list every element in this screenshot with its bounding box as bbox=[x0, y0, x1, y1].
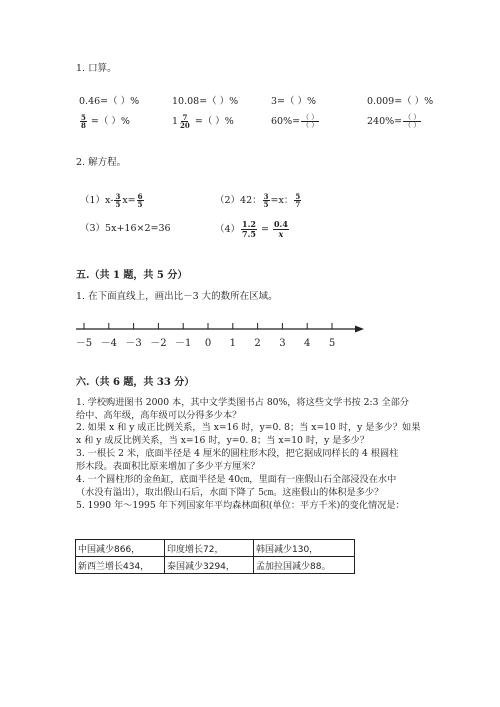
fraction: $\frac{6}{5}$ bbox=[137, 192, 143, 209]
calc-item: 10.08=（ ）% bbox=[172, 96, 239, 107]
calc-item: 0.009=（ ）% bbox=[367, 96, 434, 107]
calc-item: $\frac{5}{8}$ =（ ）% bbox=[81, 113, 130, 130]
equation-2: （2）42： $\frac{3}{5}$ =x： $\frac{5}{7}$ bbox=[215, 192, 301, 209]
table-row bbox=[76, 540, 355, 557]
part6-heading: 六.（共 6 题，共 33 分） bbox=[76, 377, 195, 388]
fraction: $\frac{( )}{( )}$ bbox=[404, 113, 421, 129]
calc-item: 0.46=（ ）% bbox=[79, 96, 140, 107]
forest-area-table bbox=[75, 539, 355, 574]
fraction: $\frac{0.4}{x}$ bbox=[273, 219, 288, 239]
table-cell: 泰国减少3294， bbox=[165, 557, 254, 574]
table-row bbox=[76, 557, 355, 574]
question-3: 3. 一根长 2 米，底面半径是 4 厘米的圆柱形木段，把它据成同样长的 4 根圆柱 形木段。表面积比原来增加了多少平方厘米？ bbox=[76, 448, 399, 472]
number-line-label: 2 bbox=[254, 338, 261, 349]
equation-4: （4） $\frac{1.2}{7.5}$ = $\frac{0.4}{x}$ bbox=[215, 219, 288, 239]
calc-item: 1 $\frac{7}{20}$ =（ ）% bbox=[172, 113, 234, 130]
question-2: 2. 如果 x 和 y 成正比例关系，当 x=16 时，y=0. 8；当 x=10 时，y 是多少？如果 x 和 y 成反比例关系，当 x=16 时，y=0. 8；当 x=10 时，y 是多少？ bbox=[76, 422, 421, 446]
part5-heading: 五.（共 1 题，共 5 分） bbox=[76, 270, 188, 281]
question-1: 1. 学校购进图书 2000 本，其中文学类图书占 80%，将这些文学书按 2:3 全部分 给中、高年级，高年级可以分得多少本？ bbox=[76, 397, 409, 421]
number-line-label: －3 bbox=[125, 338, 142, 349]
number-line-label: －1 bbox=[175, 338, 192, 349]
fraction: $\frac{7}{20}$ bbox=[180, 113, 190, 130]
number-line bbox=[72, 318, 372, 358]
equation-3: （3）5x+16×2=36 bbox=[80, 223, 171, 234]
section1-heading: 1. 口算。 bbox=[76, 63, 117, 74]
fraction: $\frac{3}{5}$ bbox=[115, 192, 121, 209]
fraction: $\frac{5}{8}$ bbox=[81, 113, 86, 130]
number-line-ticks bbox=[76, 323, 335, 349]
number-line-label: －4 bbox=[100, 338, 117, 349]
number-line-label: －2 bbox=[150, 338, 167, 349]
table-cell: 韩国减少130， bbox=[254, 540, 355, 557]
arrow-right-icon bbox=[355, 326, 364, 333]
calc-item: 3=（ ）% bbox=[271, 96, 317, 107]
number-line-label: 1 bbox=[229, 338, 236, 349]
calc-item: 240%= $\frac{( )}{( )}$ bbox=[367, 113, 421, 129]
table-cell: 中国减少866， bbox=[76, 540, 165, 557]
number-line-label: 4 bbox=[304, 338, 311, 349]
table-cell: 印度增长72， bbox=[165, 540, 254, 557]
table-cell: 新西兰增长434， bbox=[76, 557, 165, 574]
fraction: $\frac{5}{7}$ bbox=[295, 192, 301, 209]
number-line-label: 5 bbox=[328, 338, 336, 349]
equation-1: （1）x- $\frac{3}{5}$ x= $\frac{6}{5}$ bbox=[80, 192, 143, 209]
fraction: $\frac{1.2}{7.5}$ bbox=[242, 219, 256, 239]
part5-question: 1. 在下面直线上，画出比－3 大的数所在区域。 bbox=[76, 291, 278, 302]
section2-heading: 2. 解方程。 bbox=[76, 157, 127, 168]
number-line-label: 3 bbox=[279, 338, 286, 349]
number-line-label: 0 bbox=[204, 338, 212, 349]
fraction: $\frac{3}{5}$ bbox=[263, 192, 269, 209]
question-4: 4. 一个圆柱形的金鱼缸，底面半径是 40㎝，里面有一座假山石全部浸没在水中 （水没有溢出），取出假山石后，水面下降了 5㎝。这座假山的体积是多少？ bbox=[76, 474, 397, 498]
question-5: 5. 1990 年～1995 年下列国家年平均森林面积(单位：平方千米)的变化情况是： bbox=[76, 500, 405, 511]
number-line-label: －5 bbox=[75, 338, 93, 349]
calc-item: 60%= $\frac{( )}{( )}$ bbox=[271, 113, 319, 129]
fraction: $\frac{( )}{( )}$ bbox=[302, 113, 319, 129]
table-cell: 孟加拉国减少88。 bbox=[254, 557, 355, 574]
